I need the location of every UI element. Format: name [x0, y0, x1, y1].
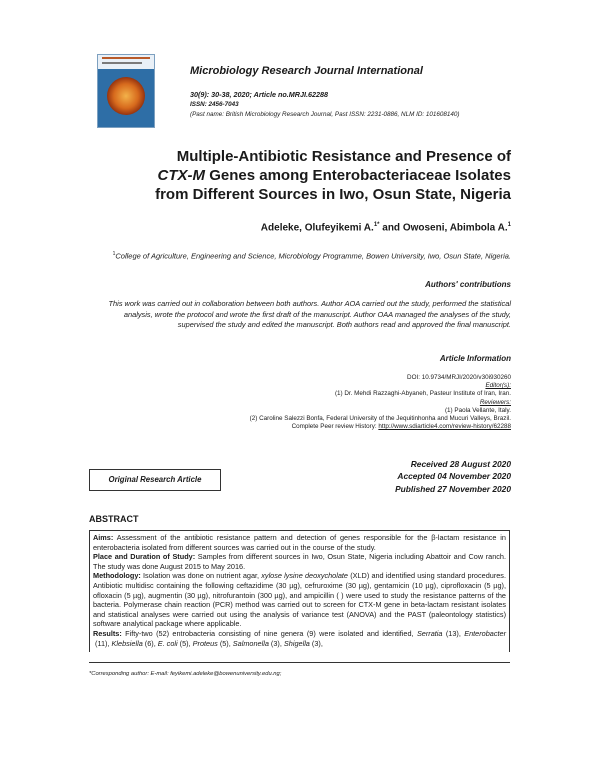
abstract-aims [93, 533, 506, 552]
editor-1: (1) Dr. Mehdi Razzaghi-Abyaneh, Pasteur Institute of Iran, Iran. [334, 390, 511, 398]
abstract-heading: ABSTRACT [89, 514, 139, 524]
author-conjunction: and [379, 222, 403, 234]
corresponding-author-footnote: *Corresponding author: E-mail: feyikemi.adeleke@bowenuniversity.edu.ng; [89, 671, 282, 677]
genus-5-count: (5), [217, 638, 233, 648]
reviewers-label: Reviewers: [479, 398, 511, 406]
abstract-place [93, 552, 506, 571]
genus-6-count: (3), [268, 638, 284, 648]
reviewer-2: (2) Caroline Salezzi Bonfa, Federal University of the Jequitinhonha and Mucuri Valleys, Brazil. [249, 415, 511, 423]
author-list [261, 222, 511, 233]
methodology-medium: xylose lysine deoxycholate [261, 571, 348, 581]
abstract-results [93, 629, 506, 648]
affiliation-text: College of Agriculture, Engineering and Science, Microbiology Programme, Bowen University, Iwo, Osun State, Nigeria. [115, 251, 511, 261]
title-line-1: Multiple-Antibiotic Resistance and Presence of [176, 148, 511, 165]
genus-7-count: (3), [309, 638, 323, 648]
genus-4-count: (5), [177, 638, 193, 648]
genus-6: Salmonella [232, 638, 269, 648]
journal-name: Microbiology Research Journal International [190, 65, 423, 77]
reviewer-1: (1) Paola Vellante, Italy. [444, 406, 511, 414]
journal-past-name: (Past name: British Microbiology Research Journal, Past ISSN: 2231-0886, NLM ID: 101608140) [190, 111, 460, 118]
title-gene-name: CTX-M [157, 167, 206, 184]
publication-dates [395, 458, 511, 495]
abstract-box [89, 530, 510, 652]
author-1-affil-mark: 1* [373, 222, 380, 228]
methodology-text-a: Isolation was done on nutrient agar, [140, 571, 262, 581]
genus-1: Serratia [416, 628, 443, 638]
title-line-3: from Different Sources in Iwo, Osun State, Nigeria [155, 186, 511, 203]
affiliation-mark: 1 [112, 251, 116, 257]
date-received: Received 28 August 2020 [410, 459, 511, 469]
review-history-prefix: Complete Peer review History: [291, 423, 379, 431]
footnote-divider [89, 662, 510, 663]
abstract-methodology [93, 571, 506, 629]
genus-5: Proteus [192, 638, 218, 648]
genus-4: E. coli [157, 638, 178, 648]
article-title [91, 147, 511, 204]
results-label: Results: [93, 628, 122, 638]
article-info-heading: Article Information [439, 354, 511, 363]
author-2-affil-mark: 1 [507, 222, 511, 228]
title-line-2 [91, 166, 511, 185]
aims-label: Aims: [93, 533, 114, 542]
genus-3: Klebsiella [111, 638, 143, 648]
methodology-text-b: (XLD) and identified using standard procedures. Antibiotic multidisc containing the following ceftazidime (30 µg), cefruroxime (30 µg), gentamicin (10 µg), ciprofloxacin (5 µg), ofloxacin (5 µg), augmentin (30 µg), nitrofurantoin (300 µg), and ampicillin ( ) were used to study the resistance patterns of the bacteria. Polymerase chain reaction (PCR) method was carried out to screen for CTX-M gene in beta-lactam resistant isolates and statistical analyses were carried out using the analysis of variance test (ANOVA) and the PAST (paleontology statistics) software analytical package where applicable. [93, 571, 506, 629]
place-text: Samples from different sources in Iwo, Osun State, Nigeria including Abattoir and Cow ranch. The study was done August 2015 to May 2016. [93, 552, 506, 571]
genus-2-count: (11), [93, 638, 112, 648]
contributions-text: This work was carried out in collaboration between both authors. Author AOA carried out the study, performed the statistical analysis, wrote the protocol and wrote the first draft of the manuscript. Author OAA managed the analyses of the study, supervised the study and edited the manuscript. Both authors read and approved the final manuscript. [108, 299, 511, 330]
author-2: Owoseni, Abimbola A. [402, 222, 508, 234]
place-label: Place and Duration of Study: [93, 552, 196, 562]
doi: DOI: 10.9734/MRJI/2020/v30i930260 [407, 374, 511, 381]
affiliation [91, 249, 511, 262]
journal-issn: ISSN: 2456-7043 [190, 101, 239, 108]
author-1: Adeleke, Olufeyikemi A. [260, 222, 374, 234]
date-published: Published 27 November 2020 [395, 483, 511, 494]
methodology-label: Methodology: [93, 571, 141, 581]
genus-1-count: (13), [442, 628, 465, 638]
contributions-heading: Authors' contributions [425, 280, 511, 289]
journal-cover-image [97, 54, 155, 128]
title-line-2-rest: Genes among Enterobacteriaceae Isolates [205, 167, 511, 184]
genus-2: Enterobacter [464, 628, 506, 638]
article-info [71, 374, 511, 431]
journal-citation: 30(9): 30-38, 2020; Article no.MRJI.62288 [190, 90, 328, 99]
aims-text: Assessment of the antibiotic resistance pattern and detection of genes responsible for the β-lactam resistance in enterobacteria isolated from different sources was carried out in the course of the study. [93, 533, 506, 552]
editors-label: Editor(s): [485, 382, 511, 390]
article-type-badge: Original Research Article [89, 469, 221, 491]
genus-3-count: (6), [142, 638, 158, 648]
review-history-link[interactable]: http://www.sdiarticle4.com/review-history/62288 [378, 423, 511, 431]
genus-7: Shigella [283, 638, 310, 648]
review-history [71, 423, 511, 431]
results-text: Fifty-two (52) entrobacteria consisting of nine genera (9) were isolated and identified, [121, 628, 414, 638]
date-accepted: Accepted 04 November 2020 [397, 471, 511, 482]
